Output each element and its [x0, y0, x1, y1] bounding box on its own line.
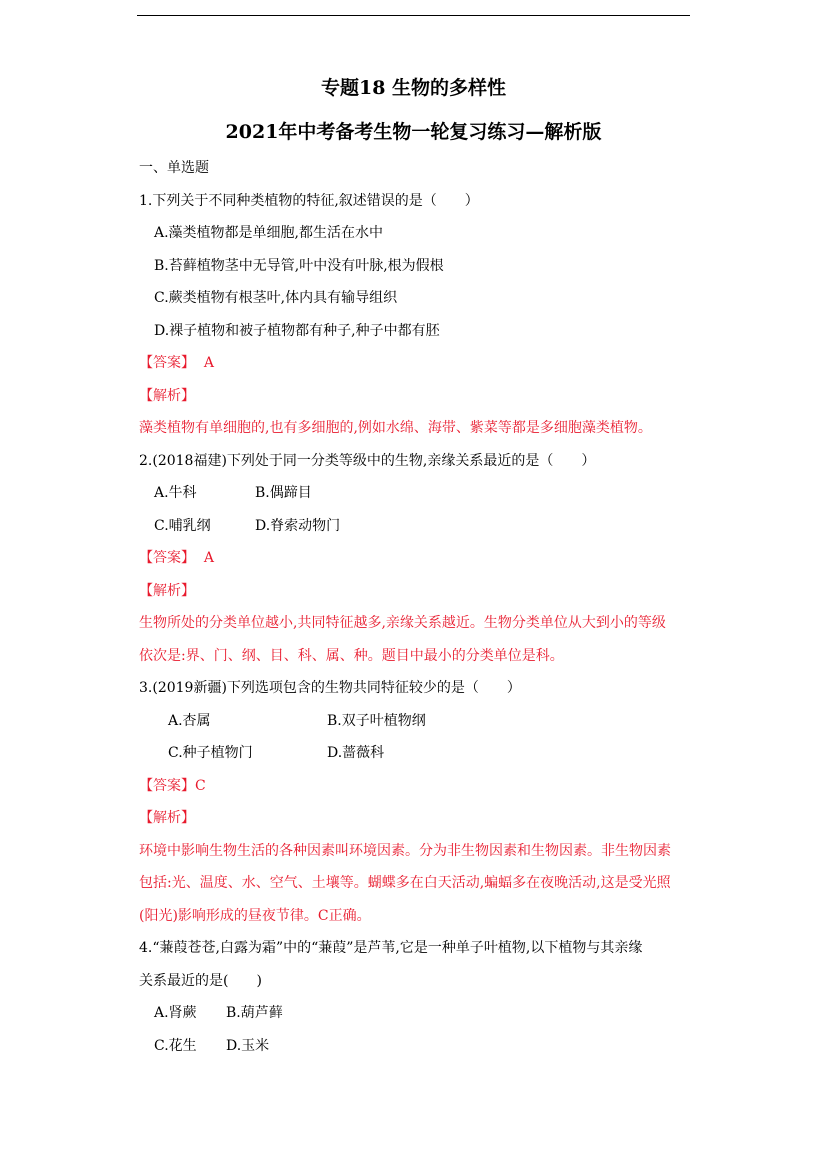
q2-analysis-line2: 依次是:界、门、纲、目、科、属、种。题目中最小的分类单位是科。	[139, 648, 564, 664]
q3-option-b: B.双子叶植物纲	[327, 713, 426, 729]
q1-option-a: A.藻类植物都是单细胞,都生活在水中	[154, 225, 384, 241]
answer-tag: 【答案】	[139, 355, 195, 371]
q4-stem-line1: 4.“蒹葭苍苍,白露为霜”中的“蒹葭”是芦苇,它是一种单子叶植物,以下植物与其亲缘	[139, 940, 643, 956]
q3-answer	[139, 775, 206, 795]
answer-tag: 【答案】	[139, 550, 195, 566]
q3-option-d: D.蔷薇科	[327, 745, 385, 761]
answer-value: A	[203, 355, 215, 371]
q3-analysis-line1: 环境中影响生物生活的各种因素叫环境因素。分为非生物因素和生物因素。非生物因素	[139, 843, 671, 859]
q1-analysis-tag: 【解析】	[139, 388, 195, 404]
q3-analysis-tag: 【解析】	[139, 810, 195, 826]
q3-analysis-line2: 包括:光、温度、水、空气、土壤等。蝴蝶多在白天活动,蝙蝠多在夜晚活动,这是受光照	[139, 875, 671, 891]
answer-value: C	[195, 778, 206, 794]
q2-option-b: B.偶蹄目	[255, 485, 312, 501]
header-rule	[137, 15, 690, 16]
q1-answer	[139, 352, 214, 372]
q2-option-d: D.脊索动物门	[255, 518, 341, 534]
q2-stem: 2.(2018福建)下列处于同一分类等级中的生物,亲缘关系最近的是（ ）	[139, 453, 596, 469]
answer-value: A	[203, 550, 215, 566]
q3-option-c: C.种子植物门	[168, 745, 253, 761]
q1-stem: 1.下列关于不同种类植物的特征,叙述错误的是（ ）	[139, 193, 479, 209]
q2-analysis-line1: 生物所处的分类单位越小,共同特征越多,亲缘关系越近。生物分类单位从大到小的等级	[139, 615, 666, 631]
q2-answer	[139, 547, 214, 567]
answer-tag: 【答案】	[139, 778, 195, 794]
doc-title: 专题18 生物的多样性	[320, 77, 507, 99]
q2-analysis-tag: 【解析】	[139, 583, 195, 599]
q1-option-b: B.苔藓植物茎中无导管,叶中没有叶脉,根为假根	[154, 258, 444, 274]
q1-option-c: C.蕨类植物有根茎叶,体内具有输导组织	[154, 290, 398, 306]
q4-option-d: D.玉米	[226, 1038, 270, 1054]
q4-option-b: B.葫芦藓	[226, 1005, 283, 1021]
q3-analysis-line3: (阳光)影响形成的昼夜节律。C正确。	[139, 908, 371, 924]
q1-analysis: 藻类植物有单细胞的,也有多细胞的,例如水绵、海带、紫菜等都是多细胞藻类植物。	[139, 420, 652, 436]
q3-stem: 3.(2019新疆)下列选项包含的生物共同特征较少的是（ ）	[139, 680, 521, 696]
q1-option-d: D.裸子植物和被子植物都有种子,种子中都有胚	[154, 323, 440, 339]
q4-option-c: C.花生	[154, 1038, 197, 1054]
q3-option-a: A.杏属	[168, 713, 211, 729]
section-heading: 一、单选题	[139, 160, 209, 176]
q4-option-a: A.肾蕨	[154, 1005, 197, 1021]
q2-option-c: C.哺乳纲	[154, 518, 211, 534]
doc-subtitle: 2021年中考备考生物一轮复习练习—解析版	[225, 121, 602, 143]
q4-stem-line2: 关系最近的是( )	[139, 973, 262, 989]
q2-option-a: A.牛科	[154, 485, 197, 501]
